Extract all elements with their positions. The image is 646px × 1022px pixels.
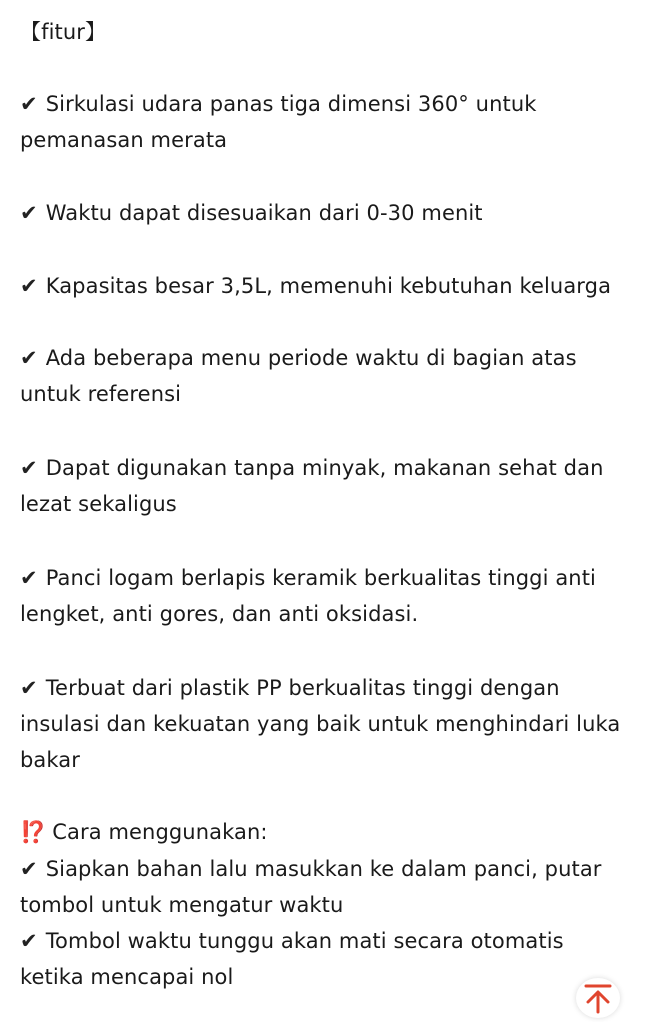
checkmark-icon: ✔	[20, 346, 38, 370]
usage-heading-text: Cara menggunakan:	[52, 820, 268, 844]
feature-item	[20, 450, 632, 522]
scroll-to-top-button[interactable]	[576, 978, 620, 1018]
feature-text: Sirkulasi udara panas tiga dimensi 360° untuk pemanasan merata	[20, 92, 537, 152]
feature-text: Waktu dapat disesuaikan dari 0-30 menit	[45, 201, 483, 225]
feature-item	[20, 560, 632, 632]
feature-item	[20, 86, 632, 158]
feature-text: Panci logam berlapis keramik berkualitas tinggi anti lengket, anti gores, dan anti oksidasi.	[20, 566, 596, 626]
feature-text: Ada beberapa menu periode waktu di bagian atas untuk referensi	[20, 346, 577, 406]
usage-step	[20, 923, 632, 995]
usage-heading	[20, 814, 632, 850]
feature-item	[20, 195, 632, 231]
feature-item	[20, 268, 632, 304]
checkmark-icon: ✔	[20, 456, 38, 480]
feature-item	[20, 340, 632, 412]
checkmark-icon: ✔	[20, 92, 38, 116]
warning-icon: ⁉️	[20, 820, 47, 844]
checkmark-icon: ✔	[20, 857, 38, 881]
checkmark-icon: ✔	[20, 566, 38, 590]
scroll-to-top-icon	[576, 978, 620, 1018]
feature-text: Terbuat dari plastik PP berkualitas tinggi dengan insulasi dan kekuatan yang baik untuk menghindari luka bakar	[20, 676, 621, 772]
checkmark-icon: ✔	[20, 274, 38, 298]
feature-text: Kapasitas besar 3,5L, memenuhi kebutuhan keluarga	[45, 274, 612, 298]
usage-step-text: Siapkan bahan lalu masukkan ke dalam panci, putar tombol untuk mengatur waktu	[20, 857, 602, 917]
section-title: 【fitur】	[20, 20, 107, 44]
checkmark-icon: ✔	[20, 201, 38, 225]
checkmark-icon: ✔	[20, 929, 38, 953]
checkmark-icon: ✔	[20, 676, 38, 700]
feature-item	[20, 670, 632, 778]
feature-text: Dapat digunakan tanpa minyak, makanan sehat dan lezat sekaligus	[20, 456, 604, 516]
usage-step-text: Tombol waktu tunggu akan mati secara otomatis ketika mencapai nol	[20, 929, 564, 989]
usage-step	[20, 851, 632, 923]
